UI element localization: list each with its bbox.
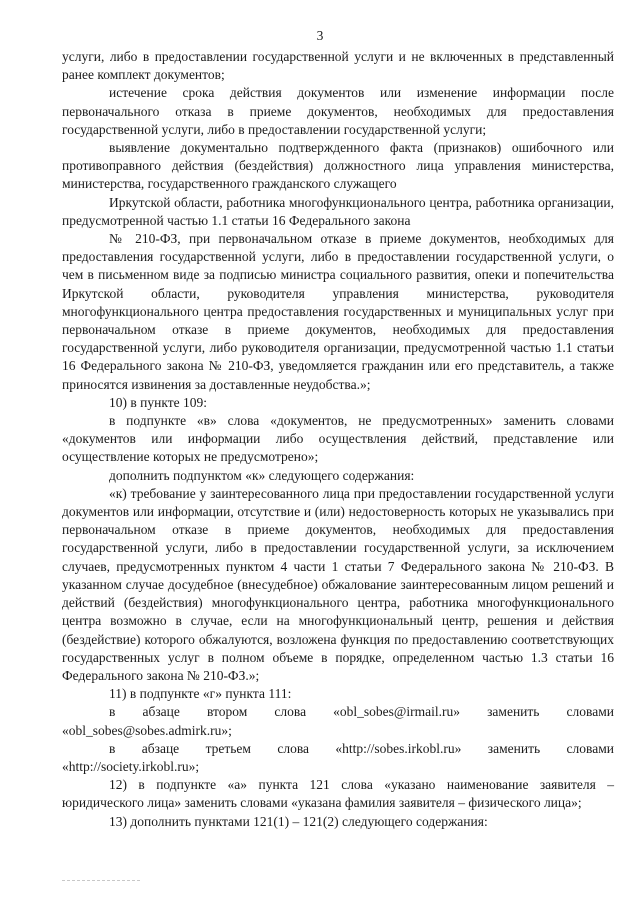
paragraph-3: выявление документально подтвержденного факта (признаков) ошибочного или противоправного действия (бездействия) должностного лица управления министерства, министерства, государственного гражданского служащего [62,140,614,192]
paragraph-12: в абзаце третьем слова «http://sobes.irkobl.ru» заменить словами «http://society.irkobl.ru»; [62,740,614,774]
footer-rule [62,880,140,881]
paragraph-8: дополнить подпунктом «к» следующего содержания: [109,467,415,483]
paragraph-14: 13) дополнить пунктами 121(1) – 121(2) следующего содержания: [109,813,488,829]
paragraph-5: № 210-ФЗ, при первоначальном отказе в приеме документов, необходимых для предоставления государственной услуги, либо в предоставлении государственной услуги, о чем в письменном виде за подписью министра социального развития, опеки и попечительства Иркутской области, руководителя управления министерства, руководителя многофункционального центра предоставления государственных и муниципальных услуг при первоначальном отказе в приеме документов, необходимых для предоставления государственной услуги, либо руководителя организации, предусмотренной частью 1.1 статьи 16 Федерального закона № 210-ФЗ, уведомляется гражданин или его представитель, а также приносятся извинения за доставленные неудобства.»; [62,231,614,392]
page-number: 3 [316,28,324,43]
paragraph-1: услуги, либо в предоставлении государственной услуги и не включенных в представленный ранее комплект документов; [62,49,614,83]
paragraph-2: истечение срока действия документов или изменение информации после первоначального отказа в приеме документов, необходимых для предоставления государственной услуги, либо в предоставлении государственной услуги; [62,85,614,137]
paragraph-4: Иркутской области, работника многофункционального центра, работника организации, предусмотренной частью 1.1 статьи 16 Федерального закона [62,194,614,228]
document-body [62,48,614,831]
paragraph-6: 10) в пункте 109: [109,394,207,410]
paragraph-11: в абзаце втором слова «obl_sobes@irmail.ru» заменить словами «obl_sobes@sobes.admirk.ru»; [62,704,614,738]
paragraph-7: в подпункте «в» слова «документов, не предусмотренных» заменить словами «документов или информации либо осуществления действий, представление или осуществление которых не предусмотрено»; [62,413,614,465]
paragraph-10: 11) в подпункте «г» пункта 111: [109,686,292,702]
paragraph-9: «к) требование у заинтересованного лица при предоставлении государственной услуги документов или информации, отсутствие и (или) недостоверность которых не указывались при первоначальном отказе в приеме документов, необходимых для предоставления государственной услуги, либо в предоставлении государственной услуги, за исключением случаев, предусмотренных пунктом 4 части 1 статьи 7 Федерального закона № 210-ФЗ. В указанном случае досудебное (внесудебное) обжалование заинтересованным лицом решений и действий (бездействия) многофункционального центра, работника многофункционального центра возможно в случае, если на многофункциональный центр, решения и действия (бездействие) которого обжалуются, возложена функция по предоставлению соответствующих государственных услуг в полном объеме в порядке, определенном частью 1.3 статьи 16 Федерального закона № 210-ФЗ.»; [62,485,614,683]
paragraph-13: 12) в подпункте «а» пункта 121 слова «указано наименование заявителя – юридического лица» заменить словами «указана фамилия заявителя – физического лица»; [62,777,614,811]
